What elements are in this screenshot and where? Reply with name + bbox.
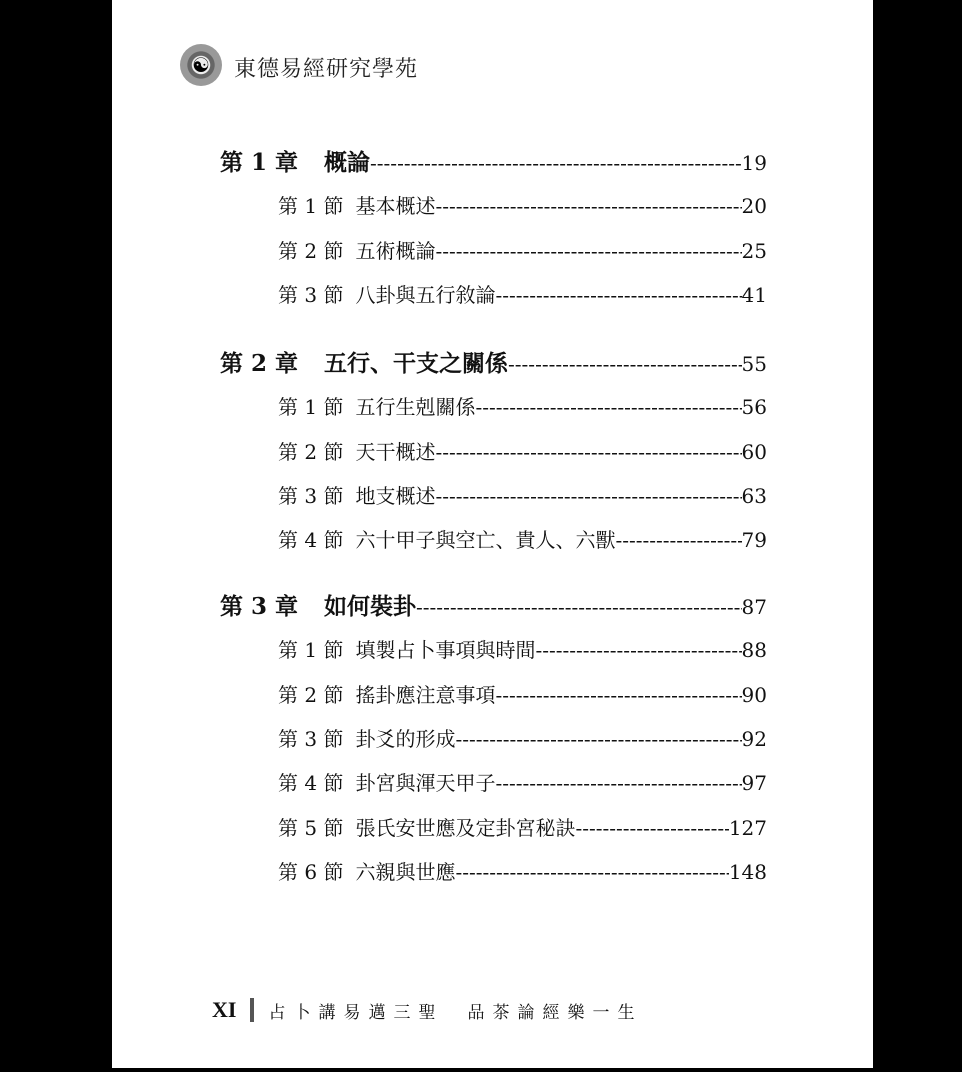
entry-title: 張氏安世應及定卦宮秘訣 [355,816,576,840]
entry-title: 基本概述 [355,194,436,218]
entry-page-number: 56 [741,395,767,419]
entry-title: 六十甲子與空亡、貴人、六獸 [355,528,616,552]
entry-page-number: 25 [741,239,767,263]
dot-leader [455,860,728,884]
dot-leader [416,595,742,619]
toc-section-entry[interactable] [278,679,767,708]
entry-title: 天干概述 [355,440,436,464]
footer-motto-2: 品茶論經樂一生 [467,1002,643,1023]
entry-page-number: 20 [741,194,767,218]
page-number: XI [212,997,237,1022]
dot-leader [495,683,741,707]
entry-title: 如何裝卦 [324,593,417,620]
toc-section-entry[interactable] [278,391,767,420]
footer-divider [250,998,254,1022]
section-label: 第 4 節 [278,771,344,795]
dot-leader [495,771,741,795]
dot-leader [508,352,742,376]
section-label: 第 1 節 [278,638,344,662]
entry-title: 五行生剋關係 [355,395,476,419]
toc-chapter-entry[interactable] [220,345,767,378]
entry-page-number: 97 [741,771,767,795]
entry-page-number: 79 [741,528,767,552]
entry-title: 概論 [324,149,371,176]
section-label: 第 2 節 [278,440,344,464]
dot-leader [370,151,742,175]
entry-page-number: 55 [741,352,767,376]
entry-page-number: 92 [741,727,767,751]
toc-section-entry[interactable] [278,767,767,796]
toc-section-entry[interactable] [278,634,767,663]
toc-section-entry[interactable] [278,856,767,885]
entry-title: 地支概述 [355,484,436,508]
section-label: 第 1 節 [278,395,344,419]
entry-page-number: 127 [728,816,767,840]
section-label: 第 5 節 [278,816,344,840]
dot-leader [535,638,741,662]
toc-section-entry[interactable] [278,480,767,509]
toc-section-entry[interactable] [278,279,767,308]
entry-page-number: 60 [741,440,767,464]
entry-title: 搖卦應注意事項 [355,683,496,707]
entry-title: 卦爻的形成 [355,727,456,751]
entry-page-number: 87 [741,595,767,619]
toc-section-entry[interactable] [278,436,767,465]
toc-section-entry[interactable] [278,235,767,264]
entry-title: 五行、干支之關係 [324,350,509,377]
entry-title: 填製占卜事項與時間 [355,638,536,662]
toc-section-entry[interactable] [278,812,767,841]
dot-leader [435,194,741,218]
dot-leader [575,816,728,840]
entry-page-number: 148 [728,860,767,884]
dot-leader [435,484,741,508]
toc-chapter-entry[interactable] [220,144,767,177]
chapter-label: 第 2 章 [220,350,299,377]
dot-leader [435,440,741,464]
dot-leader [455,727,741,751]
footer-motto-1: 占卜講易邁三聖 [268,1002,444,1023]
dot-leader [495,283,741,307]
entry-page-number: 19 [741,151,767,175]
entry-page-number: 63 [741,484,767,508]
page-footer [212,997,642,1023]
section-label: 第 3 節 [278,727,344,751]
chapter-label: 第 1 章 [220,149,299,176]
toc-section-entry[interactable] [278,190,767,219]
section-label: 第 4 節 [278,528,344,552]
book-page [112,0,873,1068]
section-label: 第 3 節 [278,283,344,307]
section-label: 第 6 節 [278,860,344,884]
entry-page-number: 41 [741,283,767,307]
dot-leader [435,239,741,263]
entry-title: 五術概論 [355,239,436,263]
dot-leader [475,395,741,419]
entry-title: 八卦與五行敘論 [355,283,496,307]
section-label: 第 2 節 [278,239,344,263]
yin-yang-logo-icon [180,44,222,86]
toc-section-entry[interactable] [278,723,767,752]
section-label: 第 3 節 [278,484,344,508]
section-label: 第 1 節 [278,194,344,218]
brand-title: 東德易經研究學苑 [234,57,419,82]
toc-chapter-entry[interactable] [220,588,767,621]
dot-leader [615,528,741,552]
section-label: 第 2 節 [278,683,344,707]
entry-title: 卦宮與渾天甲子 [355,771,496,795]
toc-section-entry[interactable] [278,524,767,553]
entry-page-number: 90 [741,683,767,707]
chapter-label: 第 3 章 [220,593,299,620]
entry-page-number: 88 [741,638,767,662]
entry-title: 六親與世應 [355,860,456,884]
